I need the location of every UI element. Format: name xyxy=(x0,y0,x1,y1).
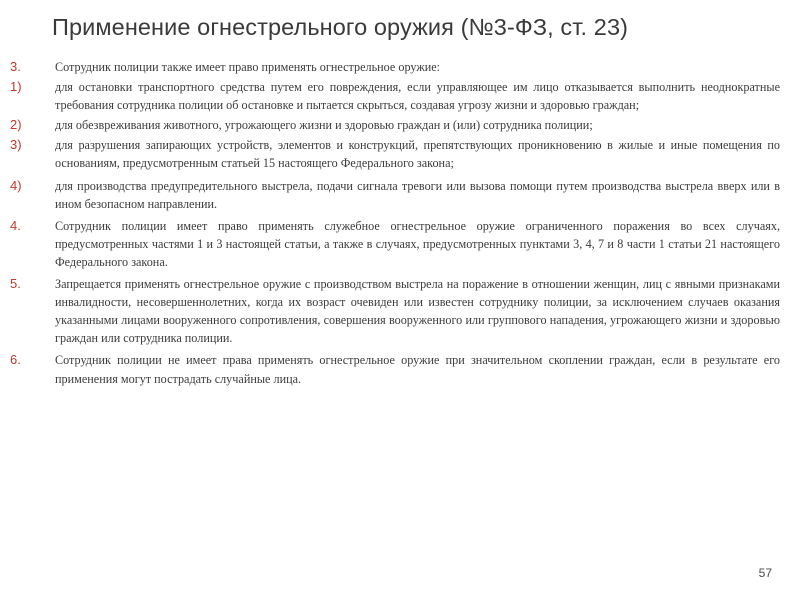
page-number: 57 xyxy=(758,566,772,580)
slide-title: Применение огнестрельного оружия (№3-ФЗ, ст. 23) xyxy=(52,14,629,40)
item-text: для производства предупредительного выстрела, подачи сигнала тревоги или вызова помощи путем производства выстрела вверх или в ином безопасном направлении. xyxy=(55,178,780,211)
list-item-part-6 xyxy=(10,351,780,387)
item-text: для обезвреживания животного, угрожающего жизни и здоровью граждан и (или) сотрудника полиции; xyxy=(55,118,593,133)
item-text: для остановки транспортного средства путем его повреждения, если управляющее им лицо отказывается выполнить неоднократные требования сотрудника полиции об остановке и пытается скрыться, создавая угрозу жизни и здоровью граждан; xyxy=(55,80,780,113)
item-text: Сотрудник полиции не имеет права применять огнестрельное оружие при значительном скоплении граждан, если в результате его применения могут пострадать случайные лица. xyxy=(55,353,780,386)
item-marker: 5. xyxy=(10,276,21,292)
list-item-point-2 xyxy=(10,116,780,134)
item-text: Сотрудник полиции имеет право применять служебное огнестрельное оружие ограниченного поражения во всех случаях, предусмотренных частями 1 и 3 настоящей статьи, а также в случаях, предусмотренных пунктами 3, 4, 7 и 8 части 1 статьи 21 настоящего Федерального закона. xyxy=(55,218,780,269)
item-marker: 6. xyxy=(10,352,21,368)
item-marker: 1) xyxy=(10,79,22,95)
item-text: Запрещается применять огнестрельное оружие с производством выстрела на поражение в отношении женщин, лиц с явными признаками инвалидности, несовершеннолетних, когда их возраст очевиден или известен сотруднику полиции, за исключением случаев оказания указанными лицами вооруженного сопротивления, совершения вооруженного или группового нападения, угрожающего жизни и здоровью граждан или сотрудника полиции. xyxy=(55,277,780,346)
item-text: Сотрудник полиции также имеет право применять огнестрельное оружие: xyxy=(55,60,441,74)
article-content xyxy=(10,58,780,388)
item-marker: 3) xyxy=(10,137,22,153)
item-text: для разрушения запирающих устройств, элементов и конструкций, препятствующих проникновению в жилые и иные помещения по основаниям, предусмотренным статьей 15 настоящего Федерального закона; xyxy=(55,138,780,171)
list-item-part-3 xyxy=(10,58,780,76)
list-item-point-3 xyxy=(10,136,780,172)
item-marker: 4) xyxy=(10,177,22,193)
item-marker: 3. xyxy=(10,59,21,74)
item-marker: 2) xyxy=(10,117,22,133)
list-item-part-5 xyxy=(10,275,780,347)
list-item-point-1 xyxy=(10,78,780,114)
list-item-part-4 xyxy=(10,217,780,271)
item-marker: 4. xyxy=(10,217,21,233)
list-item-point-4 xyxy=(10,177,780,213)
